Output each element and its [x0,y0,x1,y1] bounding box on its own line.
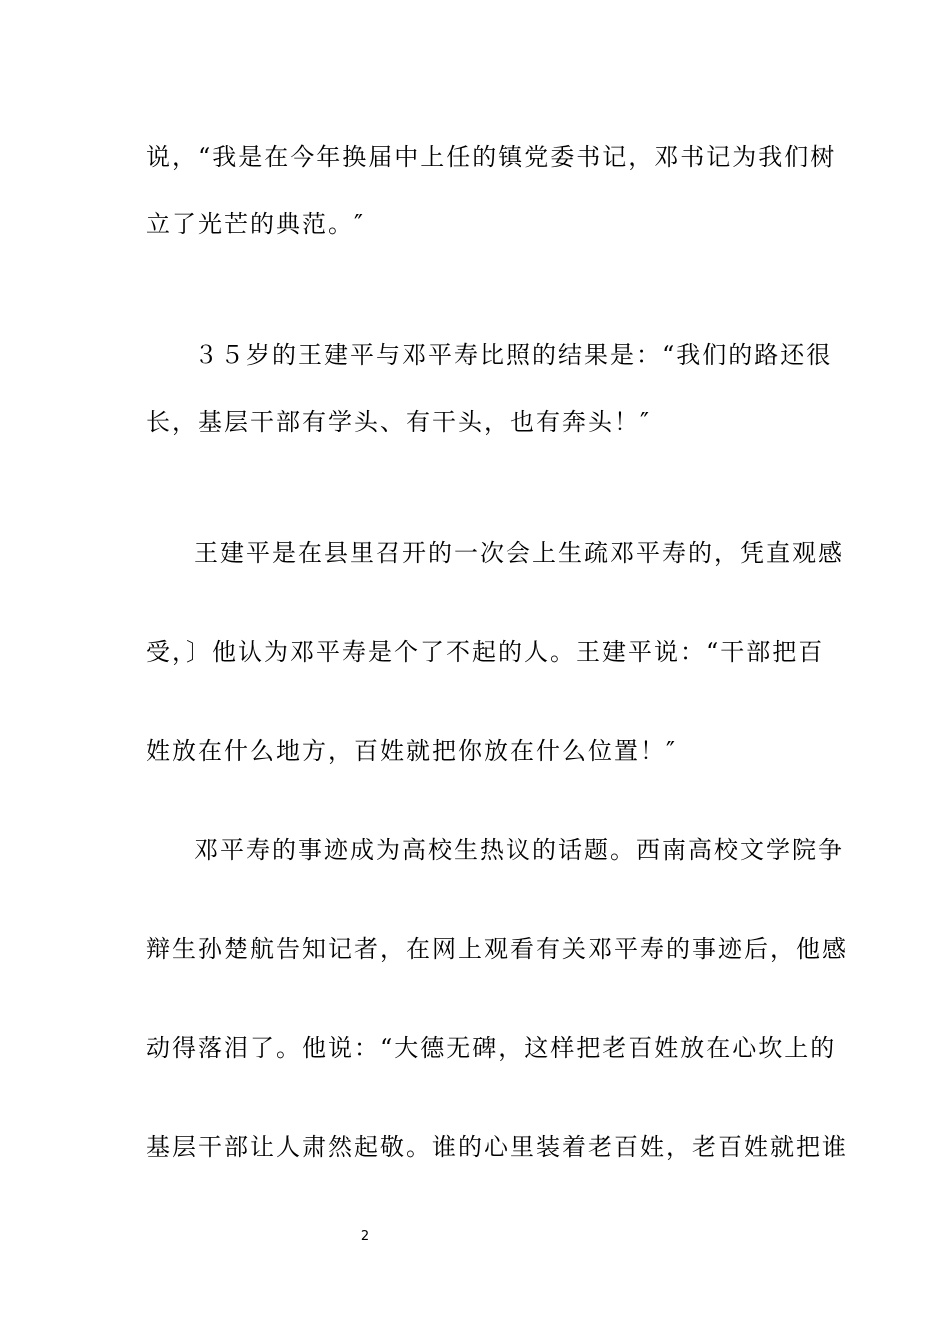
text-line: 说，“我是在今年换届中上任的镇党委书记，邓书记为我们树 [146,143,837,171]
paragraph-first-line: 邓平寿的事迹成为高校生热议的话题。西南高校文学院争 [194,836,844,864]
text-line: 长，基层干部有学头、有干头，也有奔头！″ [146,408,651,436]
page-number: 2 [360,1229,370,1244]
text-line: 动得落泪了。他说：“大德无碑，这样把老百姓放在心坎上的 [146,1034,837,1062]
text-line: 受，〕他认为邓平寿是个了不起的人。王建平说：“干部把百 [146,638,825,666]
paragraph-first-line: 王建平是在县里召开的一次会上生疏邓平寿的，凭直观感 [194,539,844,567]
text-line: 基层干部让人肃然起敬。谁的心里装着老百姓，老百姓就把谁 [146,1133,848,1161]
text-line: 姓放在什么地方，百姓就把你放在什么位置！″ [146,737,677,765]
text-line: 立了光芒的典范。″ [146,210,365,238]
text-line: 辩生孙楚航告知记者，在网上观看有关邓平寿的事迹后，他感 [146,935,848,963]
paragraph-first-line: ３５岁的王建平与邓平寿比照的结果是：“我们的路还很 [194,341,833,369]
